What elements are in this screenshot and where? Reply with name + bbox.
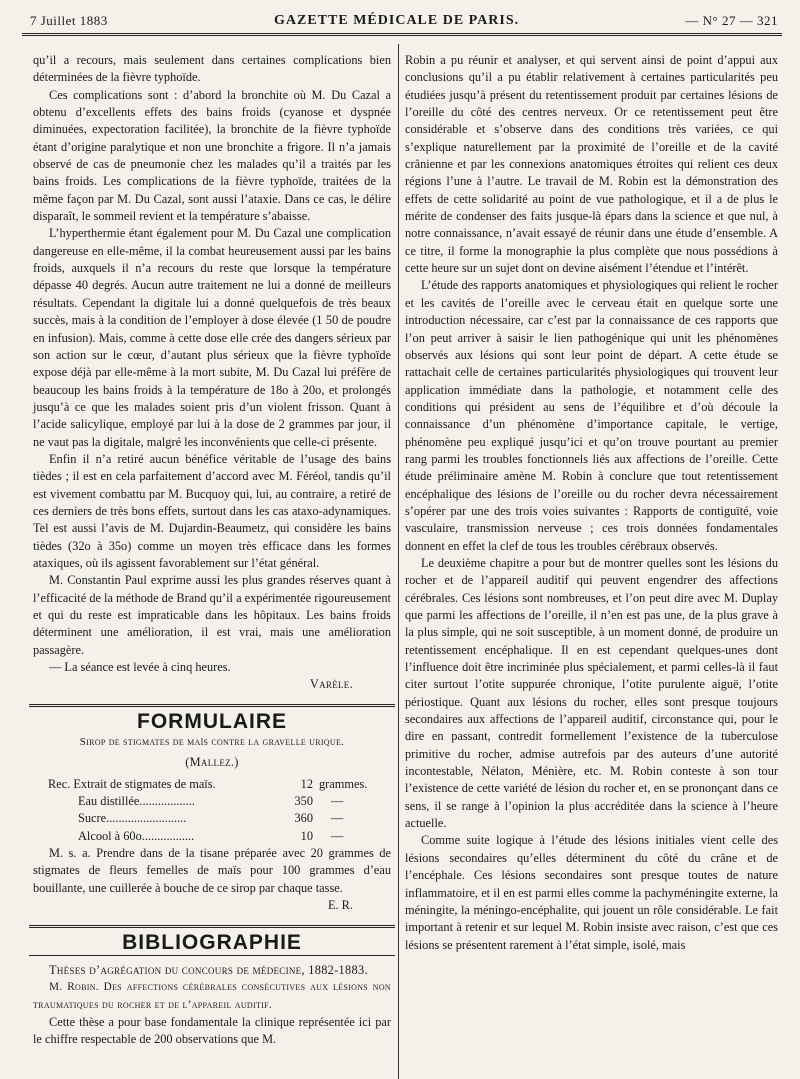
recipe-ingredient: Rec. Extrait de stigmates de maïs.: [48, 776, 216, 791]
recipe-row: [48, 828, 391, 845]
right-column: [405, 52, 778, 954]
paragraph: M. s. a. Prendre dans de la tisane préparée avec 20 grammes de stigmates de fleurs femelles de maïs pour 100 grammes d’eau bouillante, une cuillerée à bouche de ce sirop par chaque tasse.: [33, 846, 391, 895]
paragraph: M. Constantin Paul exprime aussi les plus grandes réserves quant à l’efficacité de la méthode de Brand qu’il a expérimentée rigoureusement et qui du reste est impraticable dans les hôpitaux. Les bains froids déterminent une amélioration, il est vrai, mais une amélioration passagère.: [33, 573, 391, 657]
recipe-quantity: 360: [294, 811, 313, 826]
recipe-list: [48, 776, 391, 845]
recipe-unit: —: [331, 828, 344, 843]
signature: E. R.: [327, 898, 353, 913]
paragraph: Enfin il n’a retiré aucun bénéfice véritable de l’usage des bains tièdes ; il est en cela parfaitement d’accord avec M. Féréol, tandis qu’il est vivement combattu par M. Bucquoy qui, lui, au contraire, a retiré de ces derniers de très bons effets, surtout dans les cas ataxo-adynamiques. Tel est aussi l’avis de M. Dujardin-Beaumetz, qui considère les bains tièdes (32o à 35o) comme un moyen très efficace dans les formes ataxiques, où ils agissent favorablement sur l’état général.: [33, 451, 391, 570]
header-issue: — N° 27 — 321: [685, 13, 778, 28]
page-header: [30, 10, 778, 32]
header-title: GAZETTE MÉDICALE DE PARIS.: [274, 13, 520, 28]
recipe-row: [48, 810, 391, 827]
recipe-unit: grammes.: [319, 776, 368, 791]
book-heading: M. Robin. Des affections cérébrales consécutives aux lésions non traumatiques du rocher et de l’appareil auditif.: [33, 981, 391, 1011]
section-title-formulaire: FORMULAIRE: [137, 709, 287, 733]
header-date: 7 Juillet 1883: [30, 13, 108, 28]
recipe-ingredient: Alcool à 60o.................: [78, 828, 195, 843]
paragraph: Ces complications sont : d’abord la bronchite où M. Du Cazal a obtenu d’excellents effets des bains froids (cyanose et dyspnée diminuées, expectoration facilitée), la bronchite de la fièvre typhoïde étant d’origine paralytique et non une bronchite a frigore. Il n’a jamais observé de cas de pneumonie chez les malades qu’il a traités par les bains froids. Les complications de la fièvre typhoïde, traitées de la même façon par M. Du Cazal, sont aussi l’ataxie. Dans ce cas, le délire disparaît, le sommeil revient et la température s’abaisse.: [33, 87, 391, 224]
paragraph: qu’il a recours, mais seulement dans certaines complications bien déterminées de la fièvre typhoïde.: [33, 53, 391, 85]
section-rule: [29, 955, 395, 956]
paragraph: — La séance est levée à cinq heures.: [49, 660, 231, 675]
recipe-row: [48, 776, 391, 793]
recipe-unit: —: [331, 811, 344, 826]
section-rule: [29, 704, 395, 707]
recipe-ingredient: Eau distillée..................: [78, 794, 195, 809]
theses-heading: Thèses d’agrégation du concours de médecine, 1882-1883.: [49, 962, 368, 977]
header-rule: [22, 33, 782, 39]
recipe-author: (Mallez.): [185, 755, 239, 770]
left-column: [33, 52, 391, 1049]
recipe-quantity: 350: [294, 794, 313, 809]
recipe-row: [48, 793, 391, 810]
paragraph: Comme suite logique à l’étude des lésions initiales vient celle des lésions secondaires qu’elles déterminent du côté du crâne et de l’encéphale. Ces lésions secondaires sont presque toutes de nature inflammatoire, et il en est parmi elles comme la pachyméningite externe, la méningite, la méningo-encéphalite, qui jouent un rôle considérable. Le fait important à retenir et sur lequel M. Robin insiste avec raison, c’est que ces lésions se présentent rarement à l’état simple, isolé, mais: [405, 833, 778, 952]
paragraph: Le deuxième chapitre a pour but de montrer quelles sont les lésions du rocher et de l’appareil auditif qui peuvent engendrer des affections cérébrales. Ces lésions sont nombreuses, et l’on peut dire avec M. Duplay que parmi les affections de l’oreille, il n’en est pas une, de la plus grave à la plus simple, qui ne soit susceptible, à un moment donné, de produire un retentissement encéphalique. Il en est cependant quelques-unes dont l’influence doit être incriminée plus spécialement, et parmi celles-là il faut citer surtout l’otite suppurée chronique, l’otite purulente aiguë, l’otite périostique. Quant aux lésions du rocher, elles sont presque toujours secondaires aux affections de l’appareil auditif, circonstance qui, pour le dire en passant, contredit formellement l’existence de la tuberculose primitive du rocher, admise autrefois par des auteurs d’une autorité incontestable, Nélaton, Ménière, etc. M. Robin conteste à son tour l’existence de cette variété de lésion du rocher et, en se prononçant dans ce sens, il se range à l’opinion la plus accréditée dans la science à l’heure actuelle.: [405, 555, 778, 831]
paragraph: L’étude des rapports anatomiques et physiologiques qui relient le rocher et les cavités de l’oreille avec le cerveau était en quelque sorte une introduction nécessaire, car c’est par la connaissance de ces rapports que l’on peut arriver à saisir le lien pathogénique qui unit les phénomènes observés aux lésions qui sont leur point de départ. A cette étude se rattachait celle de certaines particularités physiologiques qui trouvent leur application immédiate dans la pathologie, et notamment celle des conditions qui président au sens de l’équilibre et d’où découle la connaissance d’un phénomène d’importance capitale, le vertige, phénomène peu expliqué jusqu’ici et qu’on trouve pourtant au premier rang parmi les troubles fonctionnels liés aux affections de l’oreille. Cette étude préliminaire amène M. Robin à conclure que tout retentissement encéphalique des lésions de l’oreille ou du rocher devra nécessairement s’opérer par une des trois voies suivantes : Rapports de contiguïté, voie vasculaire, transmission nerveuse ; ces trois données fondamentales donnent en effet la clef de tous les troubles cérébraux observés.: [405, 278, 778, 553]
signature: Varèle.: [309, 677, 353, 692]
paragraph: Robin a pu réunir et analyser, et qui servent ainsi de point d’appui aux conclusions qu’il a pu établir relativement à certaines particularités peu étudiées jusqu’à présent du retentissement produit par certaines lésions de l’oreille du côté des centres nerveux. Or ce retentissement peut être considérable et s’observe dans des conditions très variées, ce qui s’explique naturellement par la proximité de l’oreille et de la cavité crânienne et par les connexions anatomiques étroites qui relient ces deux régions l’une à l’autre. Le travail de M. Robin est la démonstration des effets de cette solidarité au point de vue pathologique, et il a de plus le mérite de condenser des faits jusque-là épars dans la science et que nul, à notre connaissance, n’avait essayé de réunir dans une étude d’ensemble. A ce titre, il forme la monographie la plus complète que nous possédions à cette heure sur un sujet dont on devine aisément l’étendue et l’intérêt.: [405, 53, 778, 276]
recipe-unit: —: [331, 794, 344, 809]
paragraph: Cette thèse a pour base fondamentale la clinique représentée ici par le chiffre respectable de 200 observations que M.: [33, 1014, 391, 1047]
recipe-quantity: 12: [300, 776, 313, 791]
recipe-quantity: 10: [300, 828, 313, 843]
paragraph: L’hyperthermie étant également pour M. Du Cazal une complication dangereuse en elle-même, il la combat heureusement aussi par les bains froids, auxquels il n’a recours du reste que lorsque la température dépasse 40 degrés. Aucun autre traitement ne lui a donné de meilleurs résultats. Cependant la digitale lui a donné quelquefois de très beaux succès, mais à la condition de l’employer à dose élevée (1 50 de poudre en infusion). Mais, comme à cette dose elle crée des dangers sérieux par son action sur le cœur, d’autant plus sérieux que la fièvre typhoïde expose déjà par elle-même à la mort subite, M. Du Cazal lui préfère de beaucoup les bains froids à la température de 18o à 20o, et prolongés jusqu’à ce que les malades soient pris d’un violent frisson. Quant à l’acide salicylique, employé par lui à la dose de 2 grammes par jour, il ne vaut pas la digitale, malgré les inconvénients que celle-ci présente.: [33, 226, 391, 449]
recipe-ingredient: Sucre..........................: [78, 811, 187, 826]
column-divider: [398, 44, 399, 1079]
recipe-title: Sirop de stigmates de maïs contre la gravelle urique.: [79, 736, 345, 749]
section-title-bibliographie: BIBLIOGRAPHIE: [122, 930, 302, 954]
section-rule: [29, 925, 395, 928]
